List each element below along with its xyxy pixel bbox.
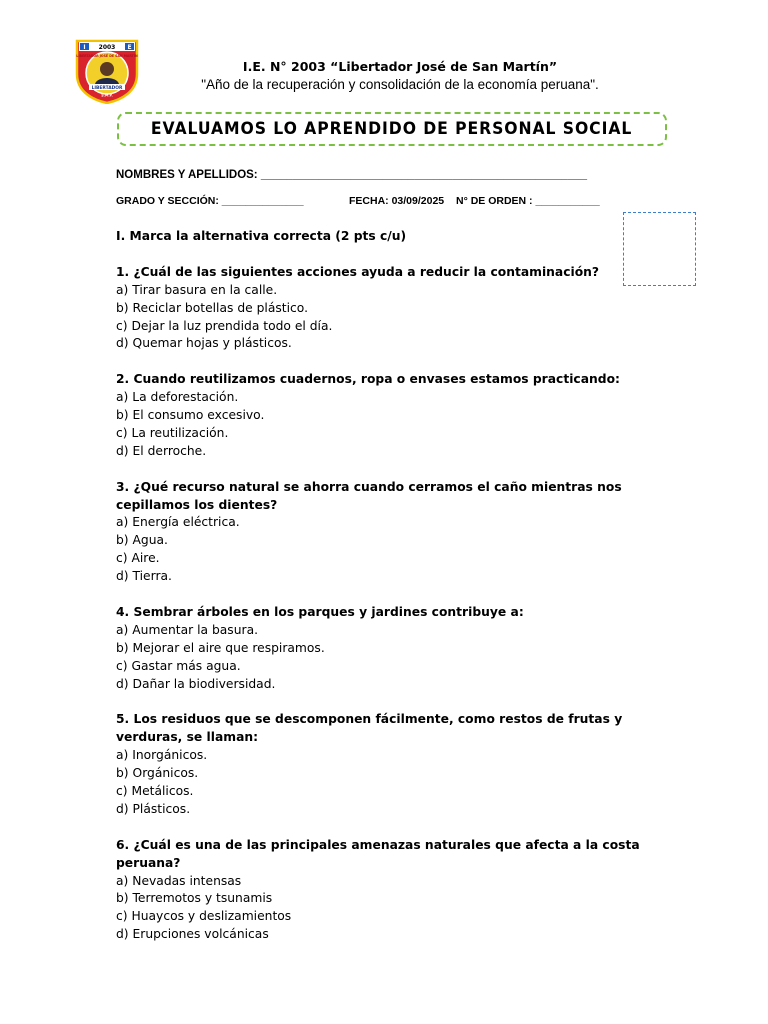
date-field: FECHA: 03/09/2025 — [349, 195, 445, 207]
question-3 — [116, 479, 676, 586]
crest-letter-i: I — [83, 44, 86, 51]
year-motto: "Año de la recuperación y consolidación de la economía peruana". — [201, 77, 599, 92]
section-heading: I. Marca la alternativa correcta (2 pts c/u) — [116, 229, 407, 243]
answer-option-a[interactable]: a) La deforestación. — [116, 390, 239, 405]
crest-bottom-text: S.M.P. — [101, 93, 113, 98]
answer-option-b[interactable]: b) Reciclar botellas de plástico. — [116, 300, 308, 315]
answer-option-a[interactable]: a) Tirar basura en la calle. — [116, 282, 278, 297]
answer-option-b[interactable]: b) Orgánicos. — [116, 766, 199, 781]
answer-option-d[interactable]: d) Erupciones volcánicas — [116, 927, 269, 942]
order-number-field[interactable]: N° DE ORDEN : ___________ — [456, 195, 600, 207]
answer-option-d[interactable]: d) Quemar hojas y plásticos. — [116, 336, 292, 351]
question-2 — [116, 371, 676, 461]
title-frame — [117, 112, 667, 146]
question-6 — [116, 837, 676, 944]
grade-field[interactable]: GRADO Y SECCIÓN: ______________ — [116, 195, 304, 207]
question-text: 5. Los residuos que se descomponen fácilmente, como restos de frutas y verduras, se llaman: — [116, 712, 623, 745]
question-list — [116, 264, 676, 944]
school-name: I.E. N° 2003 “Libertador José de San Martín” — [242, 59, 558, 74]
school-crest-logo — [75, 38, 139, 104]
answer-option-d[interactable]: d) Plásticos. — [116, 801, 191, 816]
question-text: 1. ¿Cuál de las siguientes acciones ayuda a reducir la contaminación? — [116, 264, 600, 279]
crest-letter-e: E — [127, 44, 132, 51]
question-1 — [116, 264, 676, 354]
answer-option-c[interactable]: c) Gastar más agua. — [116, 658, 241, 673]
question-5 — [116, 711, 676, 818]
answer-option-c[interactable]: c) Huaycos y deslizamientos — [116, 909, 292, 924]
answer-option-a[interactable]: a) Nevadas intensas — [116, 873, 242, 888]
crest-arc-text: LIBERTADOR JOSÉ DE SAN MARTÍN — [76, 54, 138, 58]
crest-portrait-head — [100, 62, 114, 76]
answer-option-d[interactable]: d) El derroche. — [116, 443, 207, 458]
answer-option-a[interactable]: a) Inorgánicos. — [116, 748, 208, 763]
question-4 — [116, 604, 676, 694]
answer-option-c[interactable]: c) La reutilización. — [116, 425, 229, 440]
question-text: 6. ¿Cuál es una de las principales amenazas naturales que afecta a la costa peruana? — [116, 837, 640, 870]
crest-number: 2003 — [98, 44, 116, 51]
question-text: 2. Cuando reutilizamos cuadernos, ropa o envases estamos practicando: — [116, 372, 620, 387]
question-text: 4. Sembrar árboles en los parques y jardines contribuye a: — [116, 604, 524, 619]
page-title: EVALUAMOS LO APRENDIDO DE PERSONAL SOCIAL — [151, 119, 633, 139]
question-text: 3. ¿Qué recurso natural se ahorra cuando cerramos el caño mientras nos cepillamos los dientes? — [116, 479, 622, 512]
answer-option-a[interactable]: a) Energía eléctrica. — [116, 515, 240, 530]
answer-option-c[interactable]: c) Dejar la luz prendida todo el día. — [116, 318, 333, 333]
answer-option-c[interactable]: c) Aire. — [116, 551, 160, 566]
answer-option-a[interactable]: a) Aumentar la basura. — [116, 622, 259, 637]
exam-content — [116, 228, 676, 962]
answer-option-d[interactable]: d) Tierra. — [116, 569, 172, 584]
answer-option-b[interactable]: b) Agua. — [116, 533, 168, 548]
crest-banner-text: LIBERTADOR — [91, 86, 123, 91]
answer-option-b[interactable]: b) El consumo excesivo. — [116, 408, 265, 423]
answer-option-d[interactable]: d) Dañar la biodiversidad. — [116, 676, 276, 691]
answer-option-b[interactable]: b) Mejorar el aire que respiramos. — [116, 640, 325, 655]
names-field[interactable]: NOMBRES Y APELLIDOS: ___________________________________________________ — [116, 169, 588, 181]
answer-option-c[interactable]: c) Metálicos. — [116, 784, 194, 799]
answer-option-b[interactable]: b) Terremotos y tsunamis — [116, 891, 273, 906]
